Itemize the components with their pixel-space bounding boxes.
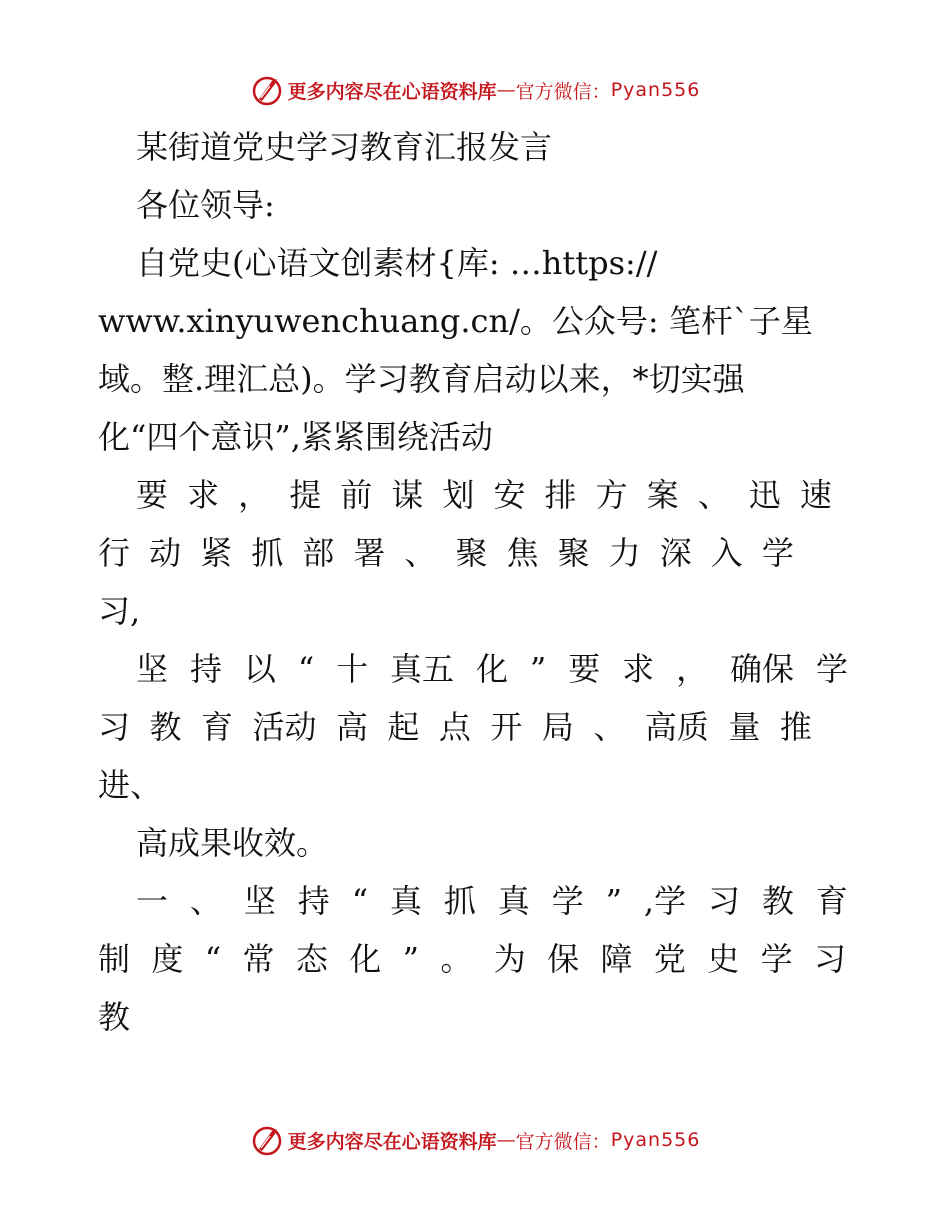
text-token: 真 [497, 882, 530, 920]
text-token: 持 [297, 882, 330, 920]
text-token: 真五 [390, 650, 455, 688]
text-token: 以 [243, 650, 276, 688]
salutation: 各位领导: [136, 186, 275, 224]
text-token: 持 [189, 650, 222, 688]
justified-line [136, 640, 848, 698]
text-token: 化 [475, 650, 508, 688]
text-token: 行 [98, 534, 131, 572]
text-token: 制 [98, 940, 131, 978]
text-token: 抓 [251, 534, 284, 572]
paragraph-line: 自党史(心语文创素材{库: …https:// [136, 244, 658, 282]
quill-pen-logo-icon [250, 73, 284, 107]
justified-line [136, 466, 832, 524]
text-token: 迅 [748, 476, 781, 514]
text-token: 教 [761, 882, 794, 920]
text-token: 学 [551, 882, 584, 920]
text-token: 安 [493, 476, 526, 514]
banner-wechat-label: 官方微信： [515, 1130, 611, 1153]
document-title: 某街道党史学习教育汇报发言 [136, 128, 553, 166]
text-token: 局 [541, 708, 574, 746]
text-token: 确保 [730, 650, 795, 688]
text-token: 排 [544, 476, 577, 514]
text-token: 育 [200, 708, 233, 746]
text-token: 化 [349, 940, 382, 978]
text-token: 学 [761, 534, 794, 572]
text-token: ,学 [643, 882, 687, 920]
text-token: 谋 [391, 476, 424, 514]
text-token: 、 [189, 882, 222, 920]
paragraph-line: 习, [98, 592, 141, 630]
justified-line [136, 872, 848, 930]
text-token: ” [529, 650, 547, 688]
text-token: 坚 [243, 882, 276, 920]
text-token: 量 [728, 708, 761, 746]
text-token: 点 [438, 708, 471, 746]
text-token: 聚 [455, 534, 488, 572]
paragraph-line: 教 [98, 998, 131, 1036]
text-token: 力 [608, 534, 641, 572]
text-token: 习 [708, 882, 741, 920]
text-token: 求 [187, 476, 220, 514]
document-body [98, 118, 858, 1098]
text-token: 为 [493, 940, 526, 978]
text-token: 学 [760, 940, 793, 978]
justified-line [98, 524, 794, 582]
text-token: 动 [149, 534, 182, 572]
paragraph-line: 进、 [98, 766, 163, 804]
banner-brand: 更多内容尽在心语资料库 [287, 1130, 497, 1153]
text-token: 、 [404, 534, 437, 572]
text-token: 开 [490, 708, 523, 746]
paragraph-line: 高成果收效。 [136, 824, 329, 862]
banner-wechat-id: Pyan556 [610, 79, 701, 101]
text-token: ” [605, 882, 622, 920]
paragraph-line: 化“四个意识”,紧紧围绕活动 [98, 418, 493, 456]
text-token: ” [402, 940, 419, 978]
text-token: 焦 [506, 534, 539, 572]
text-token: 部 [302, 534, 335, 572]
text-token: 常 [242, 940, 275, 978]
text-token: 前 [340, 476, 373, 514]
text-token: 习 [98, 708, 131, 746]
text-token: “ [204, 940, 222, 978]
text-token: “ [351, 882, 369, 920]
banner-brand: 更多内容尽在心语资料库 [287, 80, 497, 103]
text-token: 速 [799, 476, 832, 514]
text-token: 一 [136, 882, 169, 920]
text-token: 、 [697, 476, 730, 514]
quill-pen-logo-icon [250, 1123, 284, 1157]
text-token: 保 [547, 940, 580, 978]
text-token: 聚 [557, 534, 590, 572]
text-token: 活动 [252, 708, 317, 746]
text-token: 提 [289, 476, 322, 514]
text-token: 育 [815, 882, 848, 920]
text-token: 要 [136, 476, 169, 514]
banner-separator: — [496, 79, 516, 101]
text-token: 十 [336, 650, 369, 688]
text-token: ， [238, 476, 271, 514]
text-token: 教 [149, 708, 182, 746]
text-token: 求 [622, 650, 655, 688]
justified-line [98, 930, 846, 988]
text-token: 障 [600, 940, 633, 978]
text-token: 案 [646, 476, 679, 514]
text-token: 学 [815, 650, 848, 688]
text-token: 抓 [443, 882, 476, 920]
text-token: 署 [353, 534, 386, 572]
text-token: 史 [707, 940, 740, 978]
text-token: 党 [653, 940, 686, 978]
text-token: 习 [813, 940, 846, 978]
text-token: 真 [389, 882, 422, 920]
paragraph-line: www.xinyuwenchuang.cn/。公众号: 笔杆`子星 [98, 302, 813, 340]
header-banner[interactable] [0, 70, 950, 110]
text-token: 高 [335, 708, 368, 746]
paragraph-line: 域。整.理汇总)。学习教育启动以来，*切实强 [98, 360, 745, 398]
text-token: ， [676, 650, 709, 688]
text-token: 紧 [200, 534, 233, 572]
text-token: 推 [779, 708, 812, 746]
text-token: 。 [440, 940, 473, 978]
justified-line [98, 698, 812, 756]
banner-separator: — [496, 1129, 516, 1151]
text-token: 入 [710, 534, 743, 572]
text-token: 态 [295, 940, 328, 978]
text-token: 方 [595, 476, 628, 514]
banner-wechat-id: Pyan556 [610, 1129, 701, 1151]
text-token: 要 [568, 650, 601, 688]
text-token: 深 [659, 534, 692, 572]
text-token: 高质 [644, 708, 709, 746]
text-token: 坚 [136, 650, 169, 688]
text-token: 、 [593, 708, 626, 746]
text-token: “ [297, 650, 315, 688]
text-token: 划 [442, 476, 475, 514]
banner-wechat-label: 官方微信： [515, 80, 611, 103]
footer-banner[interactable] [0, 1120, 950, 1160]
text-token: 起 [387, 708, 420, 746]
text-token: 度 [151, 940, 184, 978]
